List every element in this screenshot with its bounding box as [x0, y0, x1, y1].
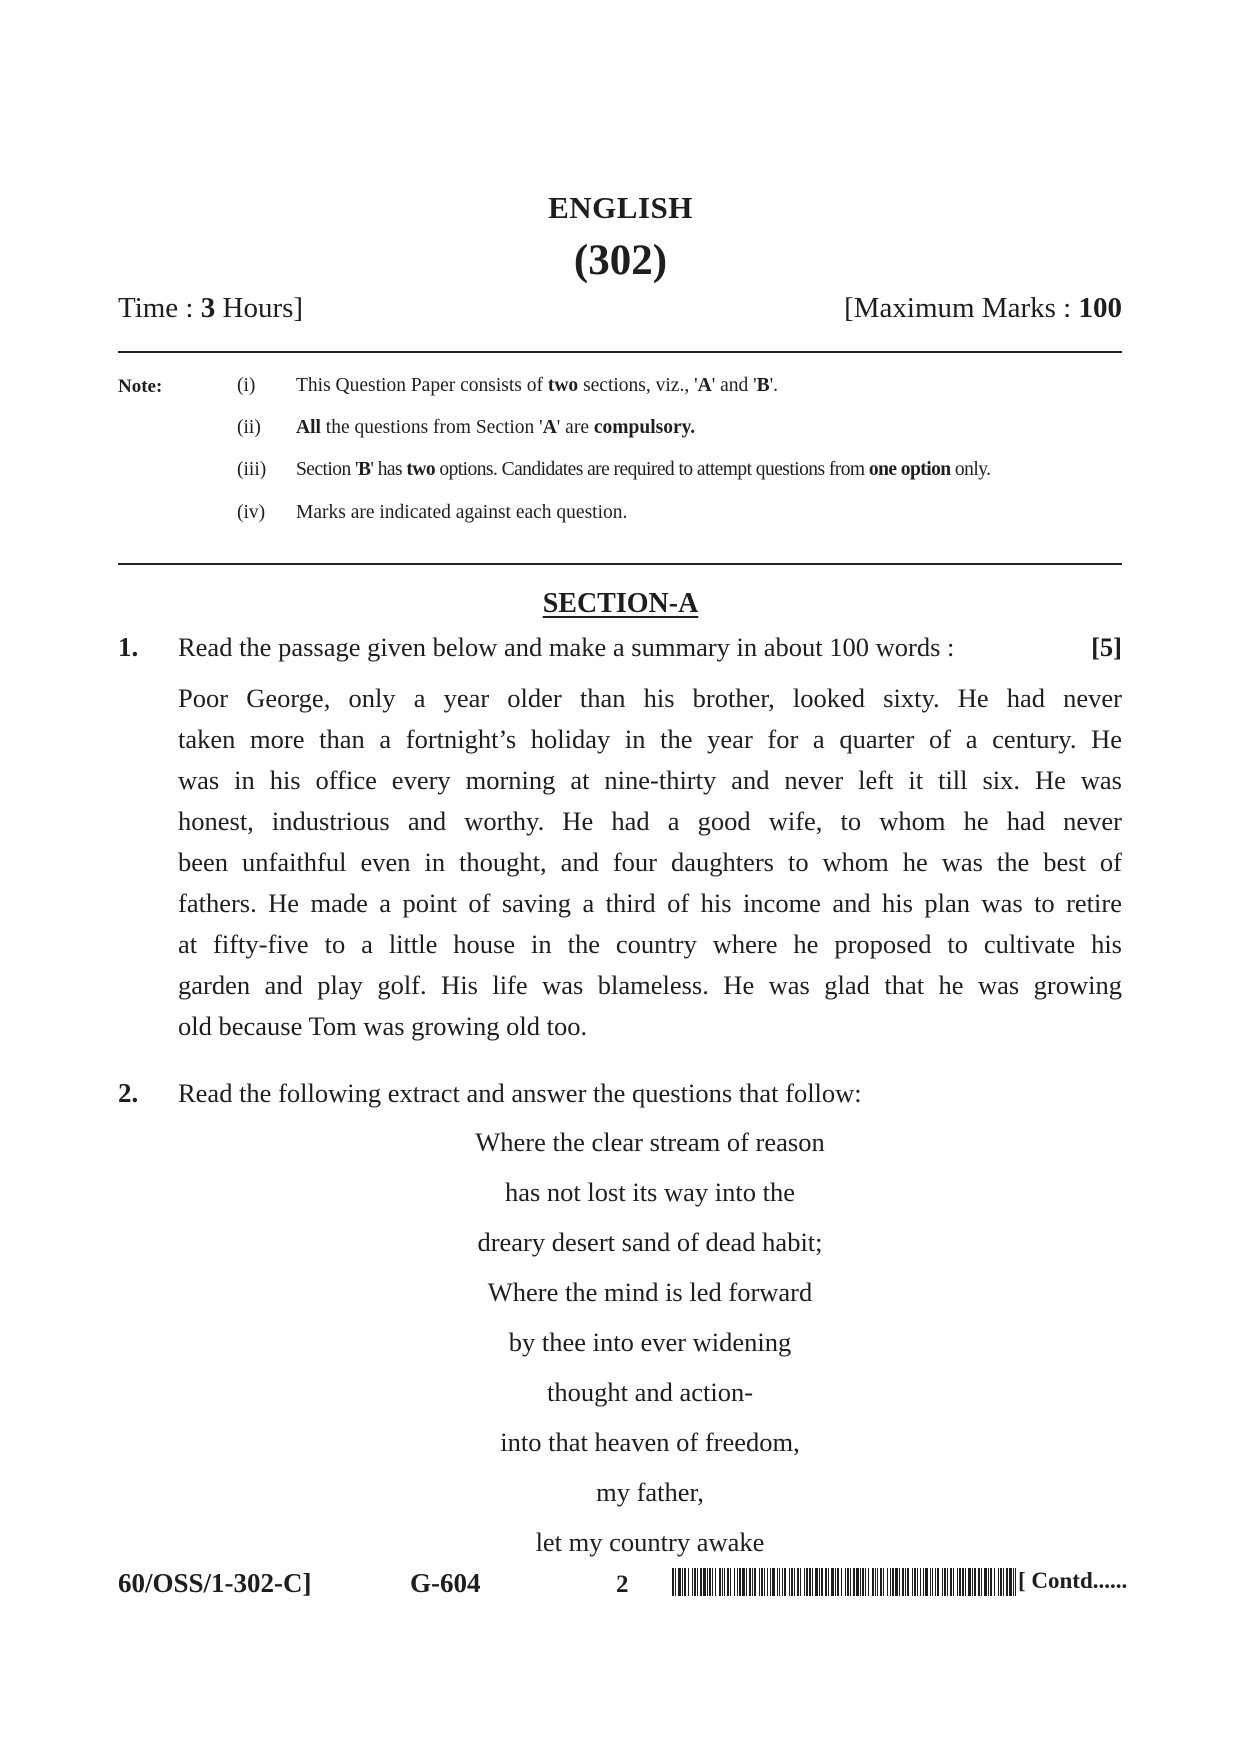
question-number: 2. — [118, 1078, 139, 1108]
barcode-bar — [978, 1568, 980, 1596]
barcode-bar — [962, 1568, 964, 1596]
poem-line: Where the mind is led forward — [487, 1277, 813, 1307]
barcode-bar — [759, 1568, 760, 1596]
barcode-bar — [739, 1568, 741, 1596]
poem-line: Where the clear stream of reason — [475, 1127, 825, 1157]
barcode-bar — [994, 1568, 995, 1596]
note-item-number: (ii) — [237, 417, 261, 438]
note-item-text: This Question Paper consists of two sections, viz., 'A' and 'B'. — [296, 375, 779, 396]
poem-line: my father, — [596, 1477, 704, 1507]
poem-line: by thee into ever widening — [508, 1327, 792, 1357]
barcode-bar — [853, 1568, 855, 1596]
barcode-bar — [794, 1568, 795, 1596]
barcode-bar — [872, 1568, 874, 1596]
barcode-bar — [984, 1568, 987, 1596]
note-item-text: All the questions from Section 'A' are compulsory. — [296, 417, 696, 438]
notes-divider — [118, 563, 1122, 565]
barcode-bar — [672, 1568, 674, 1596]
barcode-bar — [959, 1568, 961, 1596]
barcode-bar — [1013, 1568, 1014, 1596]
barcode-bar — [892, 1568, 894, 1596]
barcode-bar — [678, 1568, 681, 1596]
barcode-bar — [953, 1568, 954, 1596]
continued-label: [ Contd...... — [1018, 1568, 1128, 1593]
subject-code: (302) — [573, 237, 668, 284]
paper-code: 60/OSS/1-302-C] — [118, 1568, 312, 1598]
note-label: Note: — [118, 376, 163, 397]
barcode-bar — [806, 1568, 808, 1596]
note-item-number: (iii) — [237, 459, 267, 480]
question-prompt: Read the following extract and answer the questions that follow: — [178, 1078, 862, 1108]
barcode-bar — [715, 1568, 716, 1596]
barcode-bar — [770, 1568, 771, 1596]
barcode-bar — [890, 1568, 891, 1596]
barcode-bar — [981, 1568, 982, 1596]
barcode-bar — [914, 1568, 916, 1596]
barcode-bar — [1015, 1568, 1016, 1596]
barcode-bar — [800, 1568, 801, 1596]
barcode-bar — [862, 1568, 864, 1596]
note-item-text: Section 'B' has two options. Candidates are required to attempt questions from one option only. — [296, 459, 991, 480]
barcode-bar — [694, 1568, 696, 1596]
barcode-bar — [972, 1568, 973, 1596]
barcode-bar — [868, 1568, 869, 1596]
barcode-bar — [742, 1568, 745, 1596]
barcode-bar — [845, 1568, 846, 1596]
note-item-number: (i) — [237, 375, 256, 396]
marks-prefix: [Maximum Marks : — [844, 292, 1079, 324]
barcode-bar — [724, 1568, 725, 1596]
top-divider — [118, 351, 1122, 353]
barcode-image — [672, 1568, 1016, 1596]
barcode-bar — [730, 1568, 731, 1596]
passage-line: old because Tom was growing old too. — [178, 1011, 588, 1041]
barcode-bar — [1000, 1568, 1002, 1596]
barcode-bar — [965, 1568, 966, 1596]
barcode-bar — [998, 1568, 999, 1596]
barcode-bar — [895, 1568, 898, 1596]
barcode-bar — [902, 1568, 904, 1596]
barcode-bar — [709, 1568, 711, 1596]
page-number: 2 — [616, 1571, 629, 1598]
barcode-bar — [974, 1568, 976, 1596]
barcode-bar — [944, 1568, 946, 1596]
barcode-bar — [791, 1568, 793, 1596]
barcode-bar — [932, 1568, 933, 1596]
barcode-bar — [1003, 1568, 1004, 1596]
barcode-bar — [772, 1568, 775, 1596]
barcode-bar — [831, 1568, 834, 1596]
barcode-bar — [850, 1568, 851, 1596]
question-prompt: Read the passage given below and make a summary in about 100 words : — [178, 632, 955, 662]
section-title: SECTION-A — [542, 588, 699, 619]
barcode-bar — [877, 1568, 878, 1596]
barcode-bar — [697, 1568, 698, 1596]
poem-extract — [0, 1124, 1241, 1574]
barcode-bar — [712, 1568, 713, 1596]
barcode-bar — [784, 1568, 786, 1596]
subject-title: ENGLISH — [548, 190, 693, 225]
barcode-bar — [1006, 1568, 1008, 1596]
barcode-bar — [819, 1568, 820, 1596]
barcode-bar — [875, 1568, 876, 1596]
barcode-bar — [727, 1568, 729, 1596]
barcode-bar — [935, 1568, 936, 1596]
passage-line: at fifty-five to a little house in the country where he proposed to cultivate his — [178, 929, 1122, 959]
barcode-bar — [947, 1568, 948, 1596]
poem-line: dreary desert sand of dead habit; — [477, 1227, 823, 1257]
barcode-bar — [688, 1568, 689, 1596]
set-code: G-604 — [410, 1568, 481, 1598]
passage-line: fathers. He made a point of saving a third of his income and his plan was to retire — [178, 888, 1122, 918]
barcode-bar — [789, 1568, 790, 1596]
barcode-bar — [722, 1568, 723, 1596]
barcode-bar — [746, 1568, 747, 1596]
barcode-bar — [675, 1568, 676, 1596]
passage — [178, 678, 1122, 1047]
question-number: 1. — [118, 632, 139, 662]
barcode-bar — [988, 1568, 989, 1596]
poem-line: thought and action- — [546, 1377, 754, 1407]
barcode-bar — [761, 1568, 763, 1596]
poem-line: has not lost its way into the — [504, 1177, 795, 1207]
barcode-bar — [809, 1568, 811, 1596]
barcode-bar — [764, 1568, 765, 1596]
barcode-bar — [703, 1568, 706, 1596]
barcode-bar — [883, 1568, 884, 1596]
poem-line: let my country awake — [535, 1527, 765, 1557]
barcode-bar — [828, 1568, 829, 1596]
barcode-bar — [700, 1568, 702, 1596]
question-marks: [5] — [1091, 632, 1122, 662]
barcode-bar — [925, 1568, 928, 1596]
barcode-bar — [797, 1568, 799, 1596]
barcode-bar — [719, 1568, 721, 1596]
time-suffix: Hours] — [215, 292, 304, 324]
barcode-bar — [821, 1568, 823, 1596]
barcode-bar — [847, 1568, 849, 1596]
barcode-bar — [942, 1568, 943, 1596]
passage-line: garden and play golf. His life was blameless. He was glad that he was growing — [178, 970, 1122, 1000]
barcode-bar — [930, 1568, 931, 1596]
barcode-bar — [937, 1568, 939, 1596]
barcode-bar — [880, 1568, 882, 1596]
marks-value: 100 — [1078, 292, 1122, 324]
barcode-bar — [707, 1568, 708, 1596]
passage-line: honest, industrious and worthy. He had a good wife, to whom he had never — [178, 806, 1122, 836]
barcode-bar — [815, 1568, 818, 1596]
barcode-bar — [684, 1568, 686, 1596]
barcode-bar — [923, 1568, 924, 1596]
barcode-bar — [835, 1568, 836, 1596]
maximum-marks — [844, 292, 1122, 325]
barcode-bar — [860, 1568, 861, 1596]
barcode-bar — [950, 1568, 952, 1596]
barcode-bar — [782, 1568, 783, 1596]
barcode-bar — [749, 1568, 751, 1596]
barcode-bar — [682, 1568, 683, 1596]
barcode-bar — [912, 1568, 913, 1596]
barcode-bar — [907, 1568, 909, 1596]
barcode-bar — [767, 1568, 768, 1596]
barcode-bar — [812, 1568, 813, 1596]
barcode-bar — [734, 1568, 735, 1596]
time-prefix: Time : — [118, 292, 201, 324]
passage-line: been unfaithful even in thought, and four daughters to whom he was the best of — [178, 847, 1122, 877]
barcode-bar — [837, 1568, 839, 1596]
passage-line: Poor George, only a year older than his brother, looked sixty. He had never — [178, 683, 1122, 713]
barcode-bar — [920, 1568, 921, 1596]
barcode-bar — [841, 1568, 842, 1596]
barcode-bar — [856, 1568, 859, 1596]
barcode-bar — [692, 1568, 693, 1596]
barcode-bar — [779, 1568, 780, 1596]
note-item-number: (iv) — [237, 502, 266, 523]
barcode-bar — [957, 1568, 958, 1596]
barcode-bar — [968, 1568, 971, 1596]
time-value: 3 — [200, 292, 216, 324]
barcode-bar — [887, 1568, 888, 1596]
barcode-bar — [804, 1568, 805, 1596]
barcode-bar — [737, 1568, 738, 1596]
barcode-bar — [865, 1568, 866, 1596]
barcode-bar — [752, 1568, 753, 1596]
note-item-text: Marks are indicated against each question. — [296, 502, 628, 523]
barcode-bar — [825, 1568, 827, 1596]
poem-line: into that heaven of freedom, — [500, 1427, 800, 1457]
barcode-bar — [777, 1568, 778, 1596]
passage-line: taken more than a fortnight’s holiday in the year for a quarter of a century. He — [178, 724, 1122, 754]
barcode-bar — [1009, 1568, 1012, 1596]
time-allowed — [118, 292, 303, 325]
barcode-bar — [917, 1568, 918, 1596]
barcode-bar — [754, 1568, 756, 1596]
barcode-bar — [905, 1568, 906, 1596]
barcode-bar — [899, 1568, 900, 1596]
barcode-bar — [990, 1568, 992, 1596]
passage-line: was in his office every morning at nine-thirty and never left it till six. He was — [178, 765, 1122, 795]
